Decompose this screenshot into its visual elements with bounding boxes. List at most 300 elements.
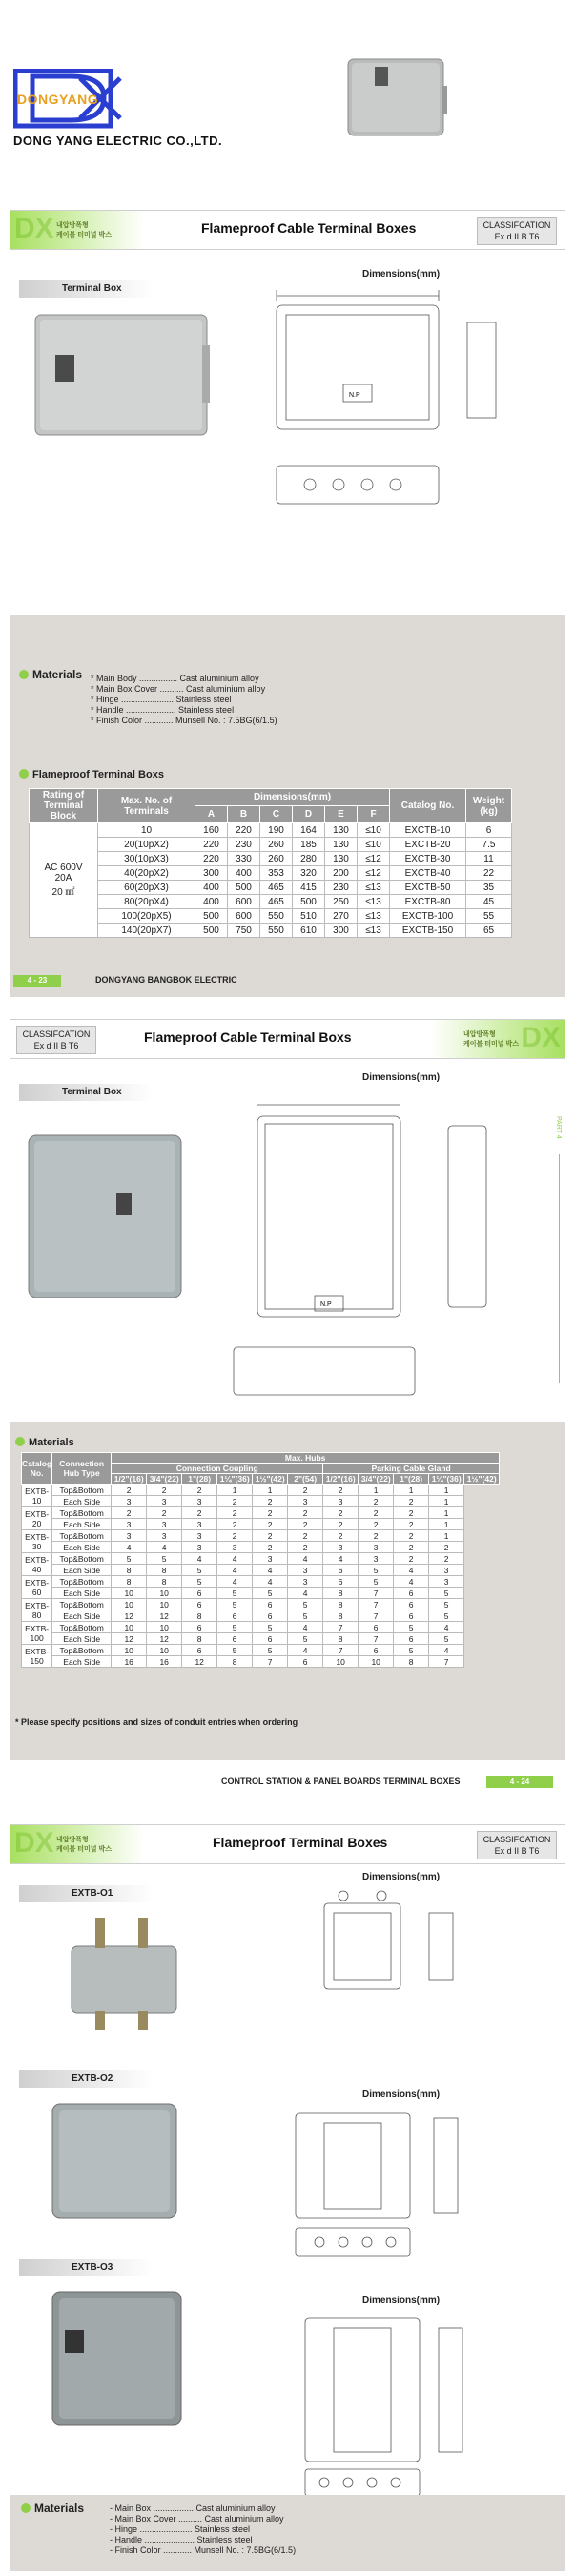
table-cell: ≤10 <box>358 838 390 852</box>
table-cell: 600 <box>228 909 260 924</box>
table-cell: 6 <box>217 1610 253 1622</box>
table-cell: 10 <box>147 1588 182 1599</box>
table-cell: 3 <box>182 1530 217 1542</box>
table-cell: 415 <box>293 881 325 895</box>
table-cell: 6 <box>253 1633 288 1645</box>
classification-box: CLASSIFCATION Ex d II B T6 <box>477 1831 557 1859</box>
table-cell: 550 <box>260 909 293 924</box>
table-cell: 5 <box>359 1565 394 1576</box>
table-cell: 2 <box>147 1485 182 1496</box>
table-cell: ≤13 <box>358 924 390 938</box>
table-cell: 12 <box>182 1656 217 1668</box>
table-cell: Each Side <box>52 1610 112 1622</box>
table-cell: Each Side <box>52 1542 112 1553</box>
table-cell: 2 <box>394 1507 429 1519</box>
size-col-header: 2"(54) <box>288 1474 323 1485</box>
np-label: N.P <box>349 392 360 399</box>
table-cell: 5 <box>217 1622 253 1633</box>
table-cell: 2 <box>288 1519 323 1530</box>
table-cell: 10 <box>147 1599 182 1610</box>
table-cell: 2 <box>323 1485 359 1496</box>
dim-col-header: D <box>293 806 325 823</box>
product-drawing <box>286 2309 477 2500</box>
table-cell: 3 <box>288 1576 323 1588</box>
dimensions-label: Dimensions(mm) <box>362 1872 441 1882</box>
dim-col-header: A <box>195 806 228 823</box>
bullet-dot-icon <box>19 670 29 679</box>
table-cell: Top&Bottom <box>52 1599 112 1610</box>
table-cell: 1 <box>429 1519 464 1530</box>
table-row <box>30 866 512 881</box>
material-item: - Handle ..................... Stainless steel <box>110 2535 253 2545</box>
table-cell: 2 <box>394 1496 429 1507</box>
materials-title: Materials <box>15 1437 74 1448</box>
table-cell: 3 <box>182 1542 217 1553</box>
product-label: EXTB-O2 <box>19 2070 153 2088</box>
table-row <box>22 1656 500 1668</box>
table-cell: 3 <box>112 1530 147 1542</box>
page1-banner: DX 내압방폭형 케이블 터미널 박스 Flameproof Cable Terminal Boxes CLASSIFCATION Ex d II B T6 <box>10 210 565 250</box>
table-cell: 5 <box>394 1645 429 1656</box>
table-cell: 65 <box>466 924 512 938</box>
table-cell: 2 <box>253 1530 288 1542</box>
table-cell: Top&Bottom <box>52 1645 112 1656</box>
table-cell: 4 <box>394 1576 429 1588</box>
table-cell: 2 <box>217 1496 253 1507</box>
table-cell: 5 <box>394 1622 429 1633</box>
catalog-cell: EXTB- 40 <box>22 1553 52 1576</box>
korean-logo-text: 내압방폭형 케이블 터미널 박스 <box>56 222 112 239</box>
table-cell: EXCTB-50 <box>390 881 466 895</box>
table-cell: 4 <box>288 1588 323 1599</box>
table-cell: 12 <box>112 1633 147 1645</box>
table-cell: 7 <box>323 1645 359 1656</box>
table-cell: 5 <box>429 1588 464 1599</box>
section-label: Terminal Box <box>19 1084 153 1101</box>
table-cell: 7 <box>359 1610 394 1622</box>
table-cell: 5 <box>429 1599 464 1610</box>
table-row <box>22 1519 500 1530</box>
table-cell: Each Side <box>52 1633 112 1645</box>
table-cell: 7 <box>359 1633 394 1645</box>
table-cell: 200 <box>325 866 358 881</box>
table-cell: 550 <box>260 924 293 938</box>
table-cell: 2 <box>253 1519 288 1530</box>
table-cell: 1 <box>394 1485 429 1496</box>
table-cell: 2 <box>323 1507 359 1519</box>
table-cell: EXCTB-30 <box>390 852 466 866</box>
table-cell: 280 <box>293 852 325 866</box>
terminal-box-drawing <box>248 284 534 513</box>
material-item: * Hinge ...................... Stainless steel <box>91 695 232 704</box>
classification-box: CLASSIFCATION Ex d II B T6 <box>16 1026 96 1054</box>
table-cell: 4 <box>253 1565 288 1576</box>
table-cell: Each Side <box>52 1656 112 1668</box>
side-tab: PART 4 <box>555 1116 562 1139</box>
size-col-header: 3/4"(22) <box>147 1474 182 1485</box>
product-label: EXTB-O3 <box>19 2259 153 2276</box>
table-cell: 7 <box>253 1656 288 1668</box>
table-cell: 8 <box>323 1633 359 1645</box>
table-cell: 6 <box>394 1633 429 1645</box>
rating-cell: AC 600V 20A 20 ㎟ <box>30 823 98 938</box>
table-cell: 320 <box>293 866 325 881</box>
table-cell: EXCTB-40 <box>390 866 466 881</box>
size-col-header: 1/2"(16) <box>112 1474 147 1485</box>
table-row <box>22 1507 500 1519</box>
table-cell: 10 <box>112 1588 147 1599</box>
table-cell: 10 <box>147 1622 182 1633</box>
table-cell: 3 <box>288 1496 323 1507</box>
table-cell: 353 <box>260 866 293 881</box>
table-cell: EXCTB-20 <box>390 838 466 852</box>
table-cell: 2 <box>217 1507 253 1519</box>
size-col-header: 1½"(42) <box>253 1474 288 1485</box>
page-footer: DONGYANG BANGBOK ELECTRIC <box>95 975 237 985</box>
table-cell: 5 <box>147 1553 182 1565</box>
table-cell: 185 <box>293 838 325 852</box>
table-cell: 220 <box>195 852 228 866</box>
table-cell: 5 <box>288 1599 323 1610</box>
table-cell: 11 <box>466 852 512 866</box>
table-cell: 2 <box>394 1530 429 1542</box>
table-cell: Top&Bottom <box>52 1553 112 1565</box>
table-cell: 8 <box>323 1599 359 1610</box>
table-cell: 500 <box>293 895 325 909</box>
table-cell: 6 <box>253 1599 288 1610</box>
table-cell: 5 <box>359 1576 394 1588</box>
table-cell: 3 <box>217 1542 253 1553</box>
table-cell: 4 <box>217 1565 253 1576</box>
table-cell: 2 <box>217 1519 253 1530</box>
table-cell: ≤13 <box>358 881 390 895</box>
materials-list <box>110 2503 296 2556</box>
table-cell: 230 <box>228 838 260 852</box>
table-cell: 5 <box>217 1599 253 1610</box>
catalog-cell: EXTB- 100 <box>22 1622 52 1645</box>
table-cell: Top&Bottom <box>52 1507 112 1519</box>
table-cell: 500 <box>195 909 228 924</box>
table-cell: 4 <box>323 1553 359 1565</box>
table-cell: 8 <box>323 1610 359 1622</box>
table-cell: Each Side <box>52 1565 112 1576</box>
catalog-cell: EXTB- 150 <box>22 1645 52 1668</box>
table-cell: 8 <box>147 1576 182 1588</box>
table-cell: 1 <box>253 1485 288 1496</box>
table-cell: 6 <box>394 1610 429 1622</box>
table-cell: 6 <box>394 1599 429 1610</box>
table-cell: 12 <box>112 1610 147 1622</box>
table-cell: ≤12 <box>358 852 390 866</box>
table-cell: 3 <box>182 1496 217 1507</box>
table-title: Flameproof Terminal Boxs <box>19 769 164 780</box>
table-row <box>30 924 512 938</box>
terminal-box-table: Rating of Terminal Block Max. No. of Terminals Dimensions(mm) Catalog No. Weight (kg) A B C D E F AC 600V 20A 20 ㎟ 10 160 220 190 164 130 ≤10 EXCTB-10 6 20(10pX2) 220 230 260 185 130 ≤10 EXCTB-20 7.5 30(10pX3) 220 330 260 280 130 ≤12 EXCTB-30 11 40(20pX2) 300 400 353 320 200 ≤12 EXCTB-40 22 60(20pX3) 400 500 465 415 230 ≤13 EXCTB-50 35 80(20pX4) 400 600 465 500 250 ≤13 EXCTB-80 45 100(20pX5) 500 600 550 510 270 ≤13 EXCTB-100 55 140(20pX7) 500 750 550 610 300 ≤13 EXCTB-150 65 <box>29 788 512 938</box>
table-cell: 6 <box>323 1576 359 1588</box>
table-cell: EXCTB-150 <box>390 924 466 938</box>
table-cell: 6 <box>182 1588 217 1599</box>
terminal-box-photo <box>31 307 212 448</box>
table-cell: 20(10pX2) <box>98 838 195 852</box>
top-product-photo <box>339 48 453 148</box>
product-label: EXTB-O1 <box>19 1885 153 1902</box>
classification-box: CLASSIFCATION Ex d II B T6 <box>477 217 557 245</box>
table-cell: 6 <box>182 1622 217 1633</box>
table-cell: 55 <box>466 909 512 924</box>
table-cell: 2 <box>253 1496 288 1507</box>
table-cell: 510 <box>293 909 325 924</box>
table-cell: Top&Bottom <box>52 1530 112 1542</box>
side-rule <box>559 1154 560 1383</box>
table-cell: 400 <box>195 881 228 895</box>
table-cell: 8 <box>394 1656 429 1668</box>
table-cell: 2 <box>288 1530 323 1542</box>
page-footer: CONTROL STATION & PANEL BOARDS TERMINAL BOXES <box>221 1776 461 1786</box>
table-cell: 5 <box>253 1645 288 1656</box>
table-cell: 4 <box>147 1542 182 1553</box>
table-cell: 40(20pX2) <box>98 866 195 881</box>
table-cell: 2 <box>394 1542 429 1553</box>
page2-banner: CLASSIFCATION Ex d II B T6 Flameproof Cable Terminal Boxs 내압방폭형 케이블 터미널 박스 DX <box>10 1019 565 1059</box>
table-row <box>22 1588 500 1599</box>
table-cell: 8 <box>323 1588 359 1599</box>
table-cell: 2 <box>288 1485 323 1496</box>
table-row <box>22 1496 500 1507</box>
table-cell: EXCTB-100 <box>390 909 466 924</box>
table-cell: 5 <box>217 1645 253 1656</box>
table-cell: 6 <box>217 1633 253 1645</box>
table-cell: 164 <box>293 823 325 838</box>
table-cell: 465 <box>260 895 293 909</box>
catalog-cell: EXTB- 80 <box>22 1599 52 1622</box>
table-cell: 2 <box>182 1507 217 1519</box>
table-cell: 5 <box>288 1610 323 1622</box>
material-item: * Handle ..................... Stainless steel <box>91 705 235 715</box>
materials-title: Materials <box>19 668 82 681</box>
table-cell: 2 <box>253 1507 288 1519</box>
size-col-header: 1/2"(16) <box>323 1474 359 1485</box>
table-cell: 270 <box>325 909 358 924</box>
table-cell: 130 <box>325 838 358 852</box>
table-cell: 4 <box>288 1622 323 1633</box>
page-number: 4 - 23 <box>13 975 61 987</box>
table-cell: 2 <box>394 1553 429 1565</box>
table-cell: 3 <box>147 1519 182 1530</box>
table-cell: 6 <box>323 1565 359 1576</box>
table-cell: 5 <box>112 1553 147 1565</box>
logo-wordmark: DONGYANG <box>17 92 99 107</box>
table-cell: 2 <box>288 1507 323 1519</box>
bullet-dot-icon <box>21 2503 31 2513</box>
order-note: * Please specify positions and sizes of conduit entries when ordering <box>15 1717 298 1727</box>
table-cell: 300 <box>195 866 228 881</box>
table-cell: 220 <box>195 838 228 852</box>
table-cell: 3 <box>323 1542 359 1553</box>
table-cell: 5 <box>429 1633 464 1645</box>
table-cell: 4 <box>112 1542 147 1553</box>
table-cell: 35 <box>466 881 512 895</box>
table-cell: 12 <box>147 1610 182 1622</box>
size-col-header: 3/4"(22) <box>359 1474 394 1485</box>
product-drawing <box>286 1884 477 2008</box>
table-cell: 5 <box>253 1588 288 1599</box>
table-cell: 2 <box>323 1519 359 1530</box>
table-cell: 1 <box>429 1530 464 1542</box>
table-cell: Each Side <box>52 1496 112 1507</box>
page-title: Flameproof Cable Terminal Boxes <box>201 220 417 236</box>
page-title: Flameproof Terminal Boxes <box>213 1835 388 1850</box>
table-row <box>22 1610 500 1622</box>
korean-logo-text: 내압방폭형 케이블 터미널 박스 <box>463 1031 519 1048</box>
table-cell: 100(20pX5) <box>98 909 195 924</box>
catalog-cell: EXTB- 10 <box>22 1485 52 1507</box>
table-cell: 140(20pX7) <box>98 924 195 938</box>
material-item: - Main Box Cover .......... Cast aluminium alloy <box>110 2514 284 2524</box>
table-cell: 10 <box>323 1656 359 1668</box>
table-cell: 1 <box>429 1496 464 1507</box>
table-cell: 130 <box>325 852 358 866</box>
table-cell: 1 <box>217 1485 253 1496</box>
table-cell: 6 <box>288 1656 323 1668</box>
table-row <box>22 1622 500 1633</box>
table-cell: Top&Bottom <box>52 1576 112 1588</box>
table-cell: Each Side <box>52 1519 112 1530</box>
table-cell: 1 <box>359 1485 394 1496</box>
table-cell: 610 <box>293 924 325 938</box>
product-photo <box>38 2094 191 2228</box>
table-cell: 190 <box>260 823 293 838</box>
table-cell: 2 <box>112 1485 147 1496</box>
table-cell: Each Side <box>52 1588 112 1599</box>
table-cell: 10 <box>112 1622 147 1633</box>
table-cell: 3 <box>429 1576 464 1588</box>
materials-list <box>91 674 277 726</box>
table-cell: 7.5 <box>466 838 512 852</box>
table-cell: ≤12 <box>358 866 390 881</box>
table-cell: 500 <box>228 881 260 895</box>
table-cell: 3 <box>429 1565 464 1576</box>
table-cell: 2 <box>253 1542 288 1553</box>
table-cell: 3 <box>147 1530 182 1542</box>
table-cell: 60(20pX3) <box>98 881 195 895</box>
dimensions-label: Dimensions(mm) <box>362 2296 441 2306</box>
material-item: * Main Body ................ Cast aluminium alloy <box>91 674 259 683</box>
catalog-cell: EXTB- 60 <box>22 1576 52 1599</box>
table-cell: 2 <box>217 1530 253 1542</box>
dim-col-header: F <box>358 806 390 823</box>
table-row <box>30 823 512 838</box>
table-cell: 400 <box>228 866 260 881</box>
page-title: Flameproof Cable Terminal Boxs <box>144 1029 352 1045</box>
dim-col-header: C <box>260 806 293 823</box>
table-cell: 220 <box>228 823 260 838</box>
table-cell: 6 <box>394 1588 429 1599</box>
table-cell: 5 <box>288 1633 323 1645</box>
table-row <box>22 1530 500 1542</box>
size-col-header: 1"(28) <box>182 1474 217 1485</box>
table-cell: 8 <box>112 1565 147 1576</box>
materials-title: Materials <box>21 2502 84 2515</box>
table-cell: 1 <box>429 1485 464 1496</box>
table-cell: 750 <box>228 924 260 938</box>
korean-logo-text: 내압방폭형 케이블 터미널 박스 <box>56 1837 112 1853</box>
table-row <box>22 1645 500 1656</box>
max-hubs-table: Catalog No. Connection Hub Type Max. Hubs Connection Coupling Parking Cable Gland 1/2"(16) 3/4"(22) 1"(28) 1¼"(36) 1½"(42) 2"(54) 1/2"(16) 3/4"(22) 1"(28) 1¼"(36) 1½"(42) EXTB- 10 Top&Bottom 2 2 2 1 1 2 2 1 1 1 Each Side 3 3 3 2 2 3 3 2 2 1 EXTB- 20 Top&Bottom 2 2 2 2 2 2 2 2 2 1 Each Side 3 3 3 2 2 2 2 2 2 1 EXTB- 30 Top&Bottom 3 3 3 2 2 2 2 2 2 1 Each Side 4 4 3 3 2 2 3 3 2 2 EXTB- 40 Top&Bottom 5 5 4 4 3 4 4 3 2 2 Each Side 8 8 5 4 4 3 6 5 4 3 EXTB- 60 Top&Bottom 8 8 5 4 4 3 6 5 4 3 Each Side 10 10 6 5 5 4 8 7 6 5 EXTB- 80 Top&Bottom 10 10 6 5 6 5 8 7 6 5 Each Side 12 12 8 6 6 5 8 7 6 5 EXTB- 100 Top&Bottom 10 10 6 5 5 4 7 6 5 4 Each Side 12 12 8 6 6 5 8 7 6 5 EXTB- 150 Top&Bottom 10 10 6 5 5 4 7 6 5 4 Each Side 16 16 12 8 7 6 10 10 8 7 <box>21 1452 500 1668</box>
table-cell: 500 <box>195 924 228 938</box>
table-cell: 2 <box>288 1542 323 1553</box>
table-cell: 7 <box>323 1622 359 1633</box>
table-row <box>22 1565 500 1576</box>
table-cell: 8 <box>217 1656 253 1668</box>
table-cell: 3 <box>112 1496 147 1507</box>
table-cell: 400 <box>195 895 228 909</box>
table-row <box>30 881 512 895</box>
table-cell: 5 <box>253 1622 288 1633</box>
terminal-box-drawing <box>210 1088 534 1402</box>
table-cell: 260 <box>260 838 293 852</box>
table-cell: 6 <box>466 823 512 838</box>
table-row <box>22 1576 500 1588</box>
page3-banner: DX 내압방폭형 케이블 터미널 박스 Flameproof Terminal Boxes CLASSIFCATION Ex d II B T6 <box>10 1824 565 1864</box>
material-item: - Finish Color ............ Munsell No. : 7.5BG(6/1.5) <box>110 2545 297 2555</box>
table-cell: 3 <box>359 1542 394 1553</box>
table-row <box>22 1542 500 1553</box>
table-cell: 4 <box>288 1553 323 1565</box>
table-row <box>30 909 512 924</box>
bullet-dot-icon <box>15 1437 25 1446</box>
table-cell: 4 <box>182 1553 217 1565</box>
table-cell: 5 <box>182 1565 217 1576</box>
table-cell: 8 <box>112 1576 147 1588</box>
table-cell: 2 <box>323 1530 359 1542</box>
table-row <box>30 852 512 866</box>
table-cell: 22 <box>466 866 512 881</box>
table-cell: 2 <box>359 1507 394 1519</box>
catalog-cell: EXTB- 30 <box>22 1530 52 1553</box>
table-cell: 4 <box>429 1645 464 1656</box>
material-item: * Main Box Cover .......... Cast aluminium alloy <box>91 684 266 694</box>
product-photo <box>52 1908 195 2032</box>
table-cell: EXCTB-10 <box>390 823 466 838</box>
bullet-dot-icon <box>19 769 29 779</box>
dimensions-label: Dimensions(mm) <box>362 2089 441 2100</box>
table-cell: 10 <box>112 1599 147 1610</box>
table-cell: 465 <box>260 881 293 895</box>
size-col-header: 1½"(42) <box>464 1474 500 1485</box>
table-cell: 2 <box>359 1496 394 1507</box>
product-drawing <box>267 2104 486 2261</box>
table-cell: 5 <box>182 1576 217 1588</box>
table-row <box>22 1485 500 1496</box>
section-label: Terminal Box <box>19 280 153 298</box>
table-cell: 8 <box>182 1610 217 1622</box>
table-cell: 3 <box>182 1519 217 1530</box>
company-name: DONG YANG ELECTRIC CO.,LTD. <box>13 134 223 148</box>
table-cell: 4 <box>288 1645 323 1656</box>
np-label: N.P <box>320 1301 332 1308</box>
table-cell: 5 <box>217 1588 253 1599</box>
table-cell: 7 <box>429 1656 464 1668</box>
table-cell: 2 <box>359 1530 394 1542</box>
table-cell: 6 <box>182 1645 217 1656</box>
table-cell: 6 <box>253 1610 288 1622</box>
table-cell: 16 <box>112 1656 147 1668</box>
table-cell: 30(10pX3) <box>98 852 195 866</box>
table-cell: 230 <box>325 881 358 895</box>
table-cell: 3 <box>147 1496 182 1507</box>
table-cell: 160 <box>195 823 228 838</box>
table-row <box>30 838 512 852</box>
